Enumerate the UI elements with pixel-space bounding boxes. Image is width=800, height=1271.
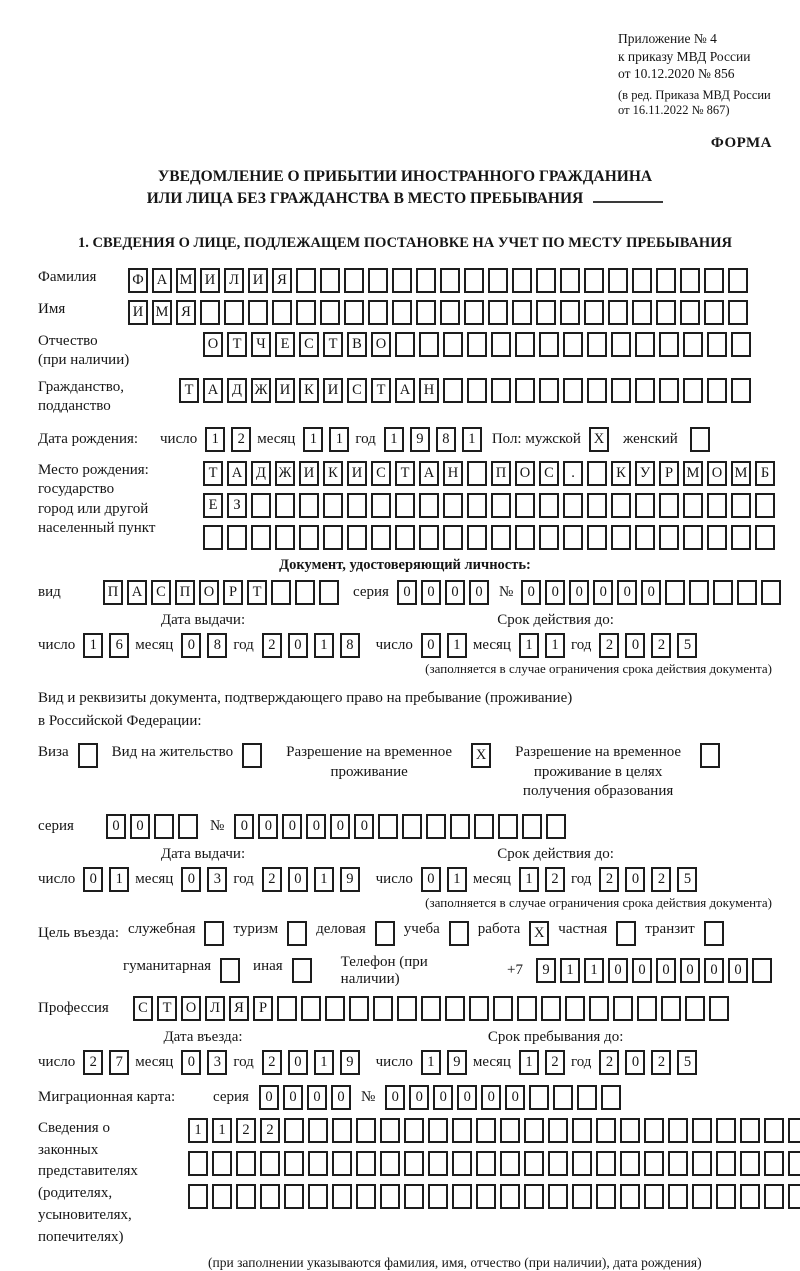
profession-row bbox=[38, 996, 772, 1021]
purpose-other bbox=[253, 958, 312, 983]
doc-number-label: № bbox=[498, 583, 514, 600]
representatives-label: Сведения о законных представителях (родителях, усыновителях, попечителях) bbox=[38, 1119, 138, 1245]
citizenship-cells[interactable]: Т А Д Ж И К И С Т А Н bbox=[179, 378, 751, 403]
purpose-humanitarian bbox=[123, 958, 240, 983]
expiry-day-cells[interactable]: 0 1 bbox=[421, 633, 467, 658]
surname-row bbox=[38, 268, 772, 293]
purpose-row1 bbox=[38, 921, 772, 946]
purpose-tourism-label: туризм bbox=[233, 920, 279, 937]
day-label: число bbox=[38, 636, 76, 653]
purpose-official-label: служебная bbox=[127, 920, 196, 937]
issue-month-cells[interactable]: 0 8 bbox=[181, 633, 227, 658]
phone-prefix: +7 bbox=[507, 962, 523, 979]
purpose-business bbox=[316, 921, 395, 946]
surname-label: Фамилия bbox=[38, 268, 97, 285]
visa-option bbox=[38, 743, 98, 768]
patronymic-cells[interactable]: О Т Ч Е С Т В О bbox=[203, 332, 751, 357]
residence-doc-options bbox=[38, 743, 772, 802]
form-title-line1: УВЕДОМЛЕНИЕ О ПРИБЫТИИ ИНОСТРАННОГО ГРАЖДАНИНА bbox=[157, 167, 653, 185]
migration-series-label: серия bbox=[213, 1088, 249, 1105]
sex-male-label: Пол: мужской bbox=[491, 430, 581, 447]
residence-issue-month-cells[interactable]: 0 3 bbox=[181, 867, 227, 892]
purpose-private-checkbox[interactable] bbox=[616, 921, 636, 946]
year-label: год bbox=[570, 636, 592, 653]
title-blank-underline bbox=[593, 189, 663, 203]
residence-number-label: № bbox=[210, 817, 225, 834]
birth-date-group bbox=[160, 427, 482, 452]
residence-doc-dates bbox=[38, 846, 772, 892]
residence-expiry-month-cells[interactable]: 1 2 bbox=[519, 867, 565, 892]
expiry-date-col bbox=[376, 612, 772, 658]
expiry-date-group bbox=[376, 633, 698, 658]
doc-number-cells[interactable]: 0 0 0 0 0 0 bbox=[521, 580, 781, 605]
residence-expiry-year-cells[interactable]: 2 0 2 5 bbox=[599, 867, 697, 892]
birth-place-row2-cells[interactable]: Е З bbox=[203, 493, 775, 518]
temp-residence-checkbox[interactable]: X bbox=[471, 743, 491, 768]
issue-date-group bbox=[38, 633, 360, 658]
doc-kind-label: вид bbox=[38, 583, 61, 600]
residence-doc-serial-row bbox=[38, 814, 772, 839]
birth-place-row1-cells[interactable]: Т А Д Ж И К И С Т А Н П О С . К У Р М О М Б bbox=[203, 461, 775, 486]
month-label: месяц bbox=[135, 1053, 174, 1070]
residence-expiry-day-cells[interactable]: 0 1 bbox=[421, 867, 467, 892]
residence-number-cells[interactable]: 0 0 0 0 0 0 bbox=[234, 814, 566, 839]
purpose-transit-checkbox[interactable] bbox=[704, 921, 724, 946]
purpose-row2 bbox=[123, 954, 772, 988]
month-label: месяц bbox=[257, 430, 296, 447]
month-label: месяц bbox=[472, 636, 511, 653]
residence-doc-line1: Вид и реквизиты документа, подтверждающего право на пребывание (проживание) bbox=[38, 689, 573, 706]
residence-validity-note: (заполняется в случае ограничения срока действия документа) bbox=[425, 894, 772, 910]
birth-date-row bbox=[38, 427, 772, 452]
purpose-private-label: частная bbox=[558, 920, 608, 937]
representatives-note: (при заполнении указываются фамилия, имя, отчество (при наличии), дата рождения) bbox=[208, 1255, 702, 1271]
representatives-row2-cells[interactable] bbox=[188, 1151, 800, 1176]
issue-date-col bbox=[38, 612, 376, 658]
form-title bbox=[38, 166, 772, 211]
temp-residence-label: Разрешение на временное проживание bbox=[286, 744, 453, 780]
purpose-official-checkbox[interactable] bbox=[204, 921, 224, 946]
day-label: число bbox=[160, 430, 198, 447]
month-label: месяц bbox=[472, 1053, 511, 1070]
doc-series-cells[interactable]: 0 0 0 0 bbox=[397, 580, 489, 605]
visa-label: Виза bbox=[38, 744, 69, 761]
entry-date-group bbox=[38, 1050, 360, 1075]
form-label: ФОРМА bbox=[710, 134, 772, 151]
name-row bbox=[38, 300, 772, 325]
residence-expiry-heading: Срок действия до: bbox=[497, 845, 614, 862]
profession-cells[interactable]: С Т О Л Я Р bbox=[133, 996, 729, 1021]
day-label: число bbox=[375, 1053, 413, 1070]
purpose-label: Цель въезда: bbox=[38, 924, 119, 941]
form-title-line2: ИЛИ ЛИЦА БЕЗ ГРАЖДАНСТВА В МЕСТО ПРЕБЫВАНИЯ bbox=[38, 188, 772, 210]
entry-date-heading: Дата въезда: bbox=[163, 1028, 243, 1045]
revision-line: от 16.11.2022 № 867) bbox=[618, 103, 730, 118]
temp-residence-education-label: Разрешение на временное проживание в целях получения образования bbox=[515, 744, 682, 800]
purpose-business-label: деловая bbox=[316, 920, 366, 937]
temp-residence-education-option bbox=[505, 743, 720, 802]
patronymic-label: Отчество (при наличии) bbox=[38, 332, 130, 369]
male-checkbox[interactable]: X bbox=[589, 427, 609, 452]
stay-until-group bbox=[376, 1050, 698, 1075]
representatives-row1-cells[interactable]: 1 1 2 2 bbox=[188, 1118, 800, 1143]
purpose-transit bbox=[645, 921, 723, 946]
residence-expiry-col bbox=[376, 846, 772, 892]
year-label: год bbox=[570, 1053, 592, 1070]
purpose-official bbox=[128, 921, 225, 946]
residence-permit-label: Вид на жительство bbox=[111, 744, 234, 761]
stay-day-cells[interactable]: 1 9 bbox=[421, 1050, 467, 1075]
residence-issue-heading: Дата выдачи: bbox=[160, 845, 246, 862]
residence-permit-option bbox=[112, 743, 262, 768]
migration-series-cells[interactable]: 0 0 0 0 bbox=[259, 1085, 351, 1110]
residence-series-cells[interactable]: 0 0 bbox=[106, 814, 198, 839]
representatives-cells-block bbox=[188, 1118, 800, 1209]
appendix-line: Приложение № 4 bbox=[618, 31, 717, 46]
birth-place-row bbox=[38, 461, 772, 550]
citizenship-row bbox=[38, 378, 772, 417]
year-label: год bbox=[233, 636, 254, 653]
birth-month-cells[interactable]: 1 1 bbox=[303, 427, 349, 452]
surname-cells[interactable]: Ф А М И Л И Я bbox=[128, 268, 748, 293]
stay-month-cells[interactable]: 1 2 bbox=[519, 1050, 565, 1075]
identity-doc-heading: Документ, удостоверяющий личность: bbox=[279, 556, 531, 573]
stay-until-heading: Срок пребывания до: bbox=[487, 1028, 624, 1045]
day-label: число bbox=[38, 1053, 76, 1070]
patronymic-row bbox=[38, 332, 772, 371]
residence-issue-col bbox=[38, 846, 376, 892]
phone-label: Телефон (при наличии) bbox=[340, 953, 428, 987]
day-label: число bbox=[375, 636, 413, 653]
birth-day-cells[interactable]: 1 2 bbox=[205, 427, 251, 452]
issue-day-cells[interactable]: 1 6 bbox=[83, 633, 129, 658]
doc-kind-cells[interactable]: П А С П О Р Т bbox=[103, 580, 339, 605]
birth-year-cells[interactable]: 1 9 8 1 bbox=[384, 427, 482, 452]
issue-year-cells[interactable]: 2 0 1 8 bbox=[262, 633, 360, 658]
appendix-line: от 10.12.2020 № 856 bbox=[618, 66, 735, 82]
purpose-tourism-checkbox[interactable] bbox=[287, 921, 307, 946]
purpose-humanitarian-checkbox[interactable] bbox=[220, 958, 240, 983]
month-label: месяц bbox=[135, 636, 174, 653]
year-label: год bbox=[355, 430, 376, 447]
sex-female-label: женский bbox=[622, 430, 678, 447]
residence-permit-checkbox[interactable] bbox=[242, 743, 262, 768]
day-label: число bbox=[375, 870, 413, 887]
migration-card-row bbox=[38, 1085, 772, 1110]
entry-stay-dates bbox=[38, 1029, 772, 1075]
purpose-work-label: работа bbox=[477, 920, 521, 937]
purpose-private bbox=[558, 921, 636, 946]
identity-doc-dates bbox=[38, 612, 772, 658]
residence-doc-line2: в Российской Федерации: bbox=[38, 713, 202, 730]
purpose-study-label: учеба bbox=[403, 920, 440, 937]
migration-number-label: № bbox=[360, 1088, 376, 1105]
residence-series-label: серия bbox=[38, 817, 74, 834]
purpose-tourism bbox=[233, 921, 307, 946]
residence-expiry-group bbox=[376, 867, 698, 892]
year-label: год bbox=[570, 870, 592, 887]
visa-checkbox[interactable] bbox=[78, 743, 98, 768]
validity-note: (заполняется в случае ограничения срока действия документа) bbox=[425, 660, 772, 676]
representatives-row3-cells[interactable] bbox=[188, 1184, 800, 1209]
birth-place-row3-cells[interactable] bbox=[203, 525, 775, 550]
year-label: год bbox=[233, 870, 254, 887]
purpose-study bbox=[404, 921, 469, 946]
migration-number-cells[interactable]: 0 0 0 0 0 0 bbox=[385, 1085, 621, 1110]
purpose-other-label: иная bbox=[253, 958, 283, 975]
profession-label: Профессия bbox=[38, 999, 109, 1016]
expiry-date-heading: Срок действия до: bbox=[497, 611, 614, 628]
birth-date-label: Дата рождения: bbox=[38, 430, 139, 447]
revision-reference bbox=[618, 88, 772, 119]
stay-year-cells[interactable]: 2 0 2 5 bbox=[599, 1050, 697, 1075]
stay-until-col bbox=[376, 1029, 772, 1075]
expiry-year-cells[interactable]: 2 0 2 5 bbox=[599, 633, 697, 658]
revision-line: (в ред. Приказа МВД России bbox=[618, 87, 771, 102]
phone-cells[interactable]: 9 1 1 0 0 0 0 0 0 bbox=[536, 958, 772, 983]
residence-issue-day-cells[interactable]: 0 1 bbox=[83, 867, 129, 892]
issue-date-heading: Дата выдачи: bbox=[160, 611, 246, 628]
month-label: месяц bbox=[472, 870, 511, 887]
purpose-business-checkbox[interactable] bbox=[375, 921, 395, 946]
month-label: месяц bbox=[135, 870, 174, 887]
temp-residence-option bbox=[276, 743, 491, 782]
purpose-transit-label: транзит bbox=[645, 920, 695, 937]
doc-series-label: серия bbox=[353, 583, 389, 600]
birth-place-cells-block bbox=[203, 461, 775, 550]
residence-issue-group bbox=[38, 867, 360, 892]
appendix-line: к приказу МВД России bbox=[618, 48, 751, 64]
temp-residence-education-checkbox[interactable] bbox=[700, 743, 720, 768]
year-label: год bbox=[233, 1053, 254, 1070]
expiry-month-cells[interactable]: 1 1 bbox=[519, 633, 565, 658]
citizenship-label: Гражданство, подданство bbox=[38, 378, 125, 415]
name-cells[interactable]: И М Я bbox=[128, 300, 748, 325]
entry-month-cells[interactable]: 0 3 bbox=[181, 1050, 227, 1075]
migration-card-label: Миграционная карта: bbox=[38, 1088, 176, 1105]
entry-year-cells[interactable]: 2 0 1 9 bbox=[262, 1050, 360, 1075]
purpose-humanitarian-label: гуманитарная bbox=[123, 958, 212, 975]
representatives-row bbox=[38, 1118, 772, 1249]
appendix-reference bbox=[618, 30, 772, 83]
female-checkbox[interactable] bbox=[690, 427, 710, 452]
entry-date-col bbox=[38, 1029, 376, 1075]
purpose-work-checkbox[interactable]: X bbox=[529, 921, 549, 946]
day-label: число bbox=[38, 870, 76, 887]
purpose-other-checkbox[interactable] bbox=[292, 958, 312, 983]
residence-issue-year-cells[interactable]: 2 0 1 9 bbox=[262, 867, 360, 892]
purpose-work bbox=[478, 921, 550, 946]
birth-place-label: Место рождения: государство город или другой населенный пункт bbox=[38, 461, 156, 537]
entry-day-cells[interactable]: 2 7 bbox=[83, 1050, 129, 1075]
section1-heading: 1. СВЕДЕНИЯ О ЛИЦЕ, ПОДЛЕЖАЩЕМ ПОСТАНОВКЕ НА УЧЕТ ПО МЕСТУ ПРЕБЫВАНИЯ bbox=[78, 234, 732, 251]
identity-doc-row bbox=[38, 580, 772, 605]
name-label: Имя bbox=[38, 300, 66, 317]
purpose-study-checkbox[interactable] bbox=[449, 921, 469, 946]
